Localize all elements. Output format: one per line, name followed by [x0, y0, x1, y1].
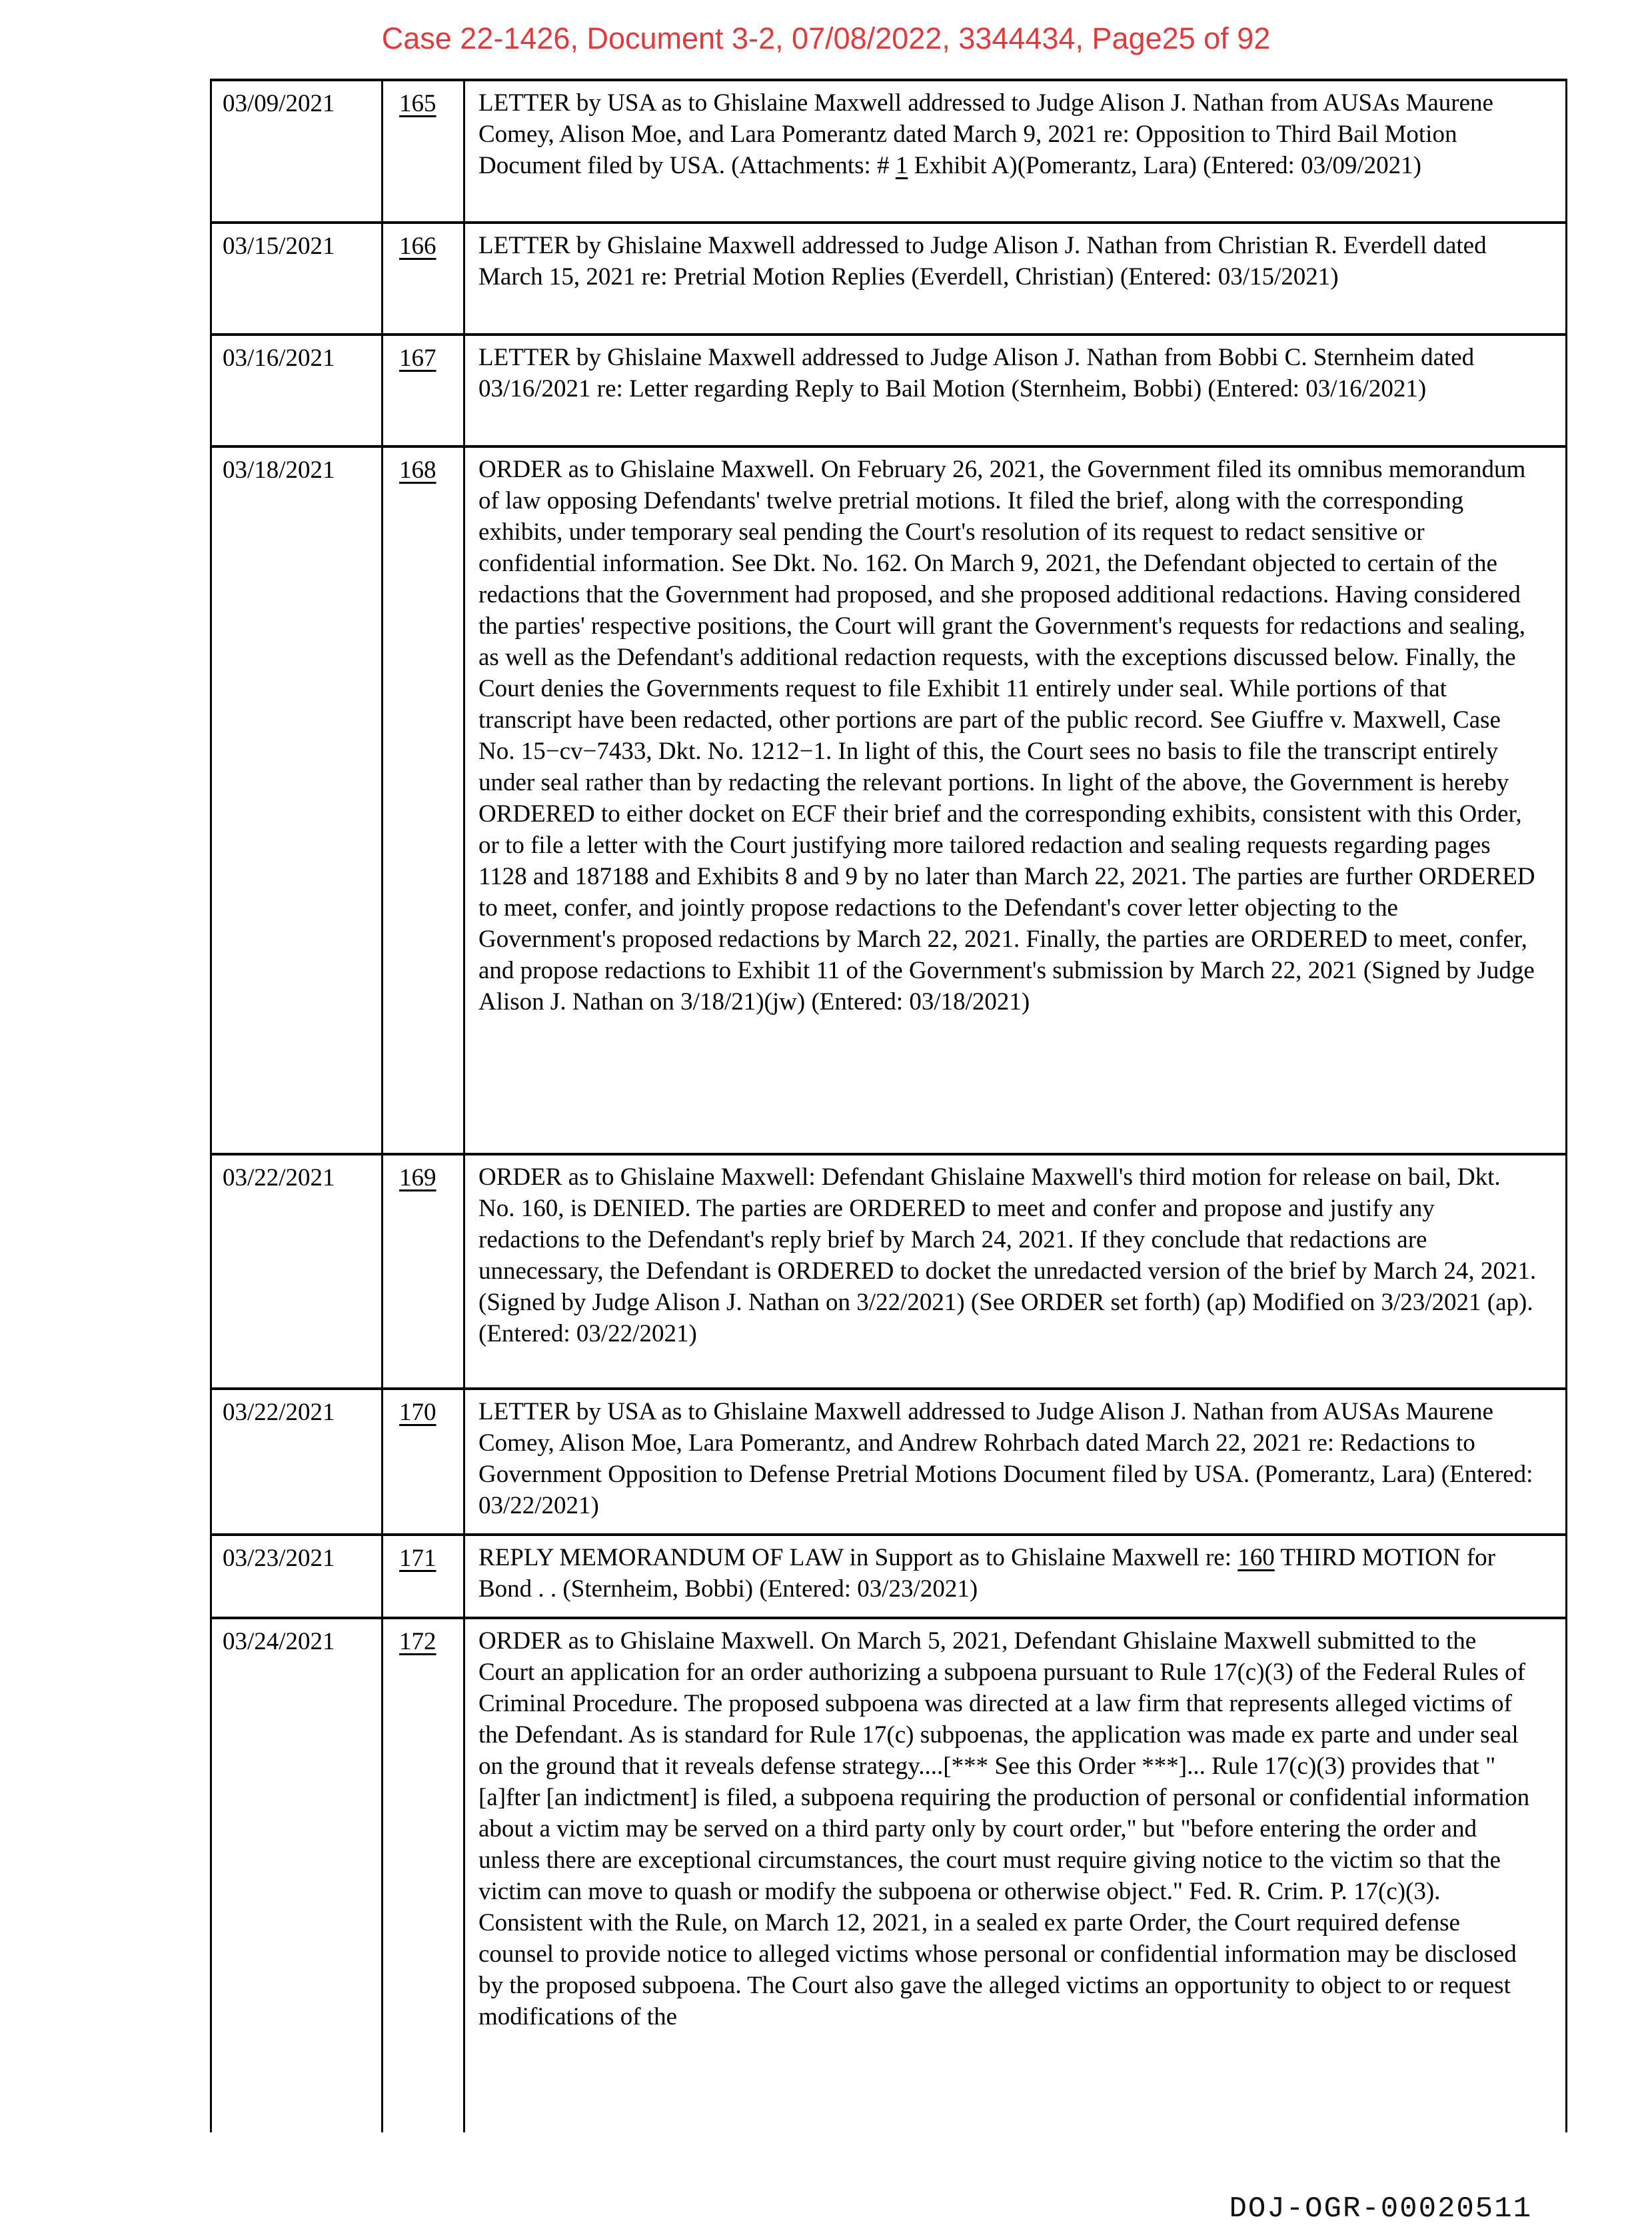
- table-row: [212, 224, 1565, 336]
- docket-entry-description: [465, 448, 1565, 1153]
- docket-entry-description: [465, 81, 1565, 221]
- docket-date: 03/09/2021: [212, 81, 383, 221]
- description-text: LETTER by USA as to Ghislaine Maxwell addressed to Judge Alison J. Nathan from AUSAs Maurene Comey, Alison Moe, Lara Pomerantz, and Andrew Rohrbach dated March 22, 2021 re: Redactions to Government Opposition to Defense Pretrial Motions Document filed by USA. (Pomerantz, Lara) (Entered: 03/22/2021): [478, 1398, 1533, 1519]
- docket-date: 03/18/2021: [212, 448, 383, 1153]
- docket-number-cell: [383, 81, 465, 221]
- docket-date: 03/15/2021: [212, 224, 383, 333]
- docket-date: 03/16/2021: [212, 336, 383, 445]
- table-row: [212, 1536, 1565, 1619]
- docket-number-cell: [383, 224, 465, 333]
- docket-entry-description: [465, 1390, 1565, 1533]
- docket-number-cell: [383, 1155, 465, 1387]
- description-text: ORDER as to Ghislaine Maxwell. On March 5, 2021, Defendant Ghislaine Maxwell submitted to the Court an application for an order authorizing a subpoena pursuant to Rule 17(c)(3) of the Federal Rules of Criminal Procedure. The proposed subpoena was directed at a law firm that represents alleged victims of the Defendant. As is standard for Rule 17(c) subpoenas, the application was made ex parte and under seal on the ground that it reveals defense strategy....[*** See this Order ***]... Rule 17(c)(3) provides that "[a]fter [an indictment] is filed, a subpoena requiring the production of personal or confidential information about a victim may be served on a third party only by court order," but "before entering the order and unless there are exceptional circumstances, the court must require giving notice to the victim so that the victim can move to quash or modify the subpoena or otherwise object." Fed. R. Crim. P. 17(c)(3). Consistent with the Rule, on March 12, 2021, in a sealed ex parte Order, the Court required defense counsel to provide notice to alleged victims whose personal or confidential information may be disclosed by the proposed subpoena. The Court also gave the alleged victims an opportunity to object to or request modifications of the: [478, 1627, 1530, 2030]
- docket-table: [210, 79, 1567, 2132]
- table-row: [212, 1390, 1565, 1536]
- docket-date: 03/22/2021: [212, 1155, 383, 1387]
- docket-entry-description: [465, 1536, 1565, 1617]
- case-caption-header: Case 22-1426, Document 3-2, 07/08/2022, 3344434, Page25 of 92: [381, 21, 1271, 55]
- table-row: [212, 1155, 1565, 1390]
- docket-number-link[interactable]: 170: [399, 1399, 436, 1426]
- docket-ref-link[interactable]: 160: [1238, 1544, 1275, 1571]
- docket-number-link[interactable]: 169: [399, 1164, 436, 1191]
- docket-number-cell: [383, 336, 465, 445]
- docket-number-cell: [383, 1619, 465, 2132]
- docket-number-link[interactable]: 172: [399, 1628, 436, 1655]
- docket-number-link[interactable]: 166: [399, 233, 436, 260]
- docket-number-link[interactable]: 165: [399, 90, 436, 117]
- docket-entry-description: [465, 1155, 1565, 1387]
- description-text: ORDER as to Ghislaine Maxwell: Defendant Ghislaine Maxwell's third motion for release on bail, Dkt. No. 160, is DENIED. The parties are ORDERED to meet and confer and propose and justify any redactions to the Defendant's reply brief by March 24, 2021. If they conclude that redactions are unnecessary, the Defendant is ORDERED to docket the unredacted version of the brief by March 24, 2021. (Signed by Judge Alison J. Nathan on 3/22/2021) (See ORDER set forth) (ap) Modified on 3/23/2021 (ap). (Entered: 03/22/2021): [478, 1163, 1537, 1347]
- description-text: LETTER by Ghislaine Maxwell addressed to Judge Alison J. Nathan from Christian R. Everdell dated March 15, 2021 re: Pretrial Motion Replies (Everdell, Christian) (Entered: 03/15/2021): [478, 232, 1487, 291]
- docket-date: 03/24/2021: [212, 1619, 383, 2132]
- docket-date: 03/22/2021: [212, 1390, 383, 1533]
- docket-date: 03/23/2021: [212, 1536, 383, 1617]
- description-text: THIRD MOTION for Bond . . (Sternheim, Bobbi) (Entered: 03/23/2021): [478, 1544, 1495, 1603]
- docket-ref-link[interactable]: 1: [895, 152, 908, 179]
- docket-number-cell: [383, 1536, 465, 1617]
- table-row: [212, 448, 1565, 1155]
- table-row: [212, 336, 1565, 448]
- description-text: REPLY MEMORANDUM OF LAW in Support as to Ghislaine Maxwell re:: [478, 1544, 1238, 1571]
- description-text: LETTER by USA as to Ghislaine Maxwell addressed to Judge Alison J. Nathan from AUSAs Maurene Comey, Alison Moe, and Lara Pomerantz dated March 9, 2021 re: Opposition to Third Bail Motion Document filed by USA. (Attachments: #: [478, 89, 1493, 179]
- description-text: Exhibit A)(Pomerantz, Lara) (Entered: 03/09/2021): [908, 152, 1421, 179]
- docket-number-link[interactable]: 167: [399, 345, 436, 372]
- table-row: [212, 1619, 1565, 2132]
- docket-number-link[interactable]: 171: [399, 1545, 436, 1572]
- docket-number-cell: [383, 1390, 465, 1533]
- docket-entry-description: [465, 224, 1565, 333]
- table-row: [212, 81, 1565, 224]
- bates-number: DOJ-OGR-00020511: [1229, 2192, 1532, 2226]
- docket-entry-description: [465, 1619, 1565, 2132]
- docket-number-cell: [383, 448, 465, 1153]
- description-text: LETTER by Ghislaine Maxwell addressed to Judge Alison J. Nathan from Bobbi C. Sternheim dated 03/16/2021 re: Letter regarding Reply to Bail Motion (Sternheim, Bobbi) (Entered: 03/16/2021): [478, 344, 1475, 402]
- docket-number-link[interactable]: 168: [399, 456, 436, 484]
- description-text: ORDER as to Ghislaine Maxwell. On February 26, 2021, the Government filed its omnibus memorandum of law opposing Defendants' twelve pretrial motions. It filed the brief, along with the corresponding exhibits, under temporary seal pending the Court's resolution of its request to redact sensitive or confidential information. See Dkt. No. 162. On March 9, 2021, the Defendant objected to certain of the redactions that the Government had proposed, and she proposed additional redactions. Having considered the parties' respective positions, the Court will grant the Government's requests for redactions and sealing, as well as the Defendant's additional redaction requests, with the exceptions discussed below. Finally, the Court denies the Governments request to file Exhibit 11 entirely under seal. While portions of that transcript have been redacted, other portions are part of the public record. See Giuffre v. Maxwell, Case No. 15−cv−7433, Dkt. No. 1212−1. In light of this, the Court sees no basis to file the transcript entirely under seal rather than by redacting the relevant portions. In light of the above, the Government is hereby ORDERED to either docket on ECF their brief and the corresponding exhibits, consistent with this Order, or to file a letter with the Court justifying more tailored redaction and sealing requests regarding pages 1128 and 187188 and Exhibits 8 and 9 by no later than March 22, 2021. The parties are further ORDERED to meet, confer, and jointly propose redactions to the Defendant's cover letter objecting to the Government's proposed redactions by March 22, 2021. Finally, the parties are ORDERED to meet, confer, and propose redactions to Exhibit 11 of the Government's submission by March 22, 2021 (Signed by Judge Alison J. Nathan on 3/18/21)(jw) (Entered: 03/18/2021): [478, 456, 1535, 1016]
- docket-entry-description: [465, 336, 1565, 445]
